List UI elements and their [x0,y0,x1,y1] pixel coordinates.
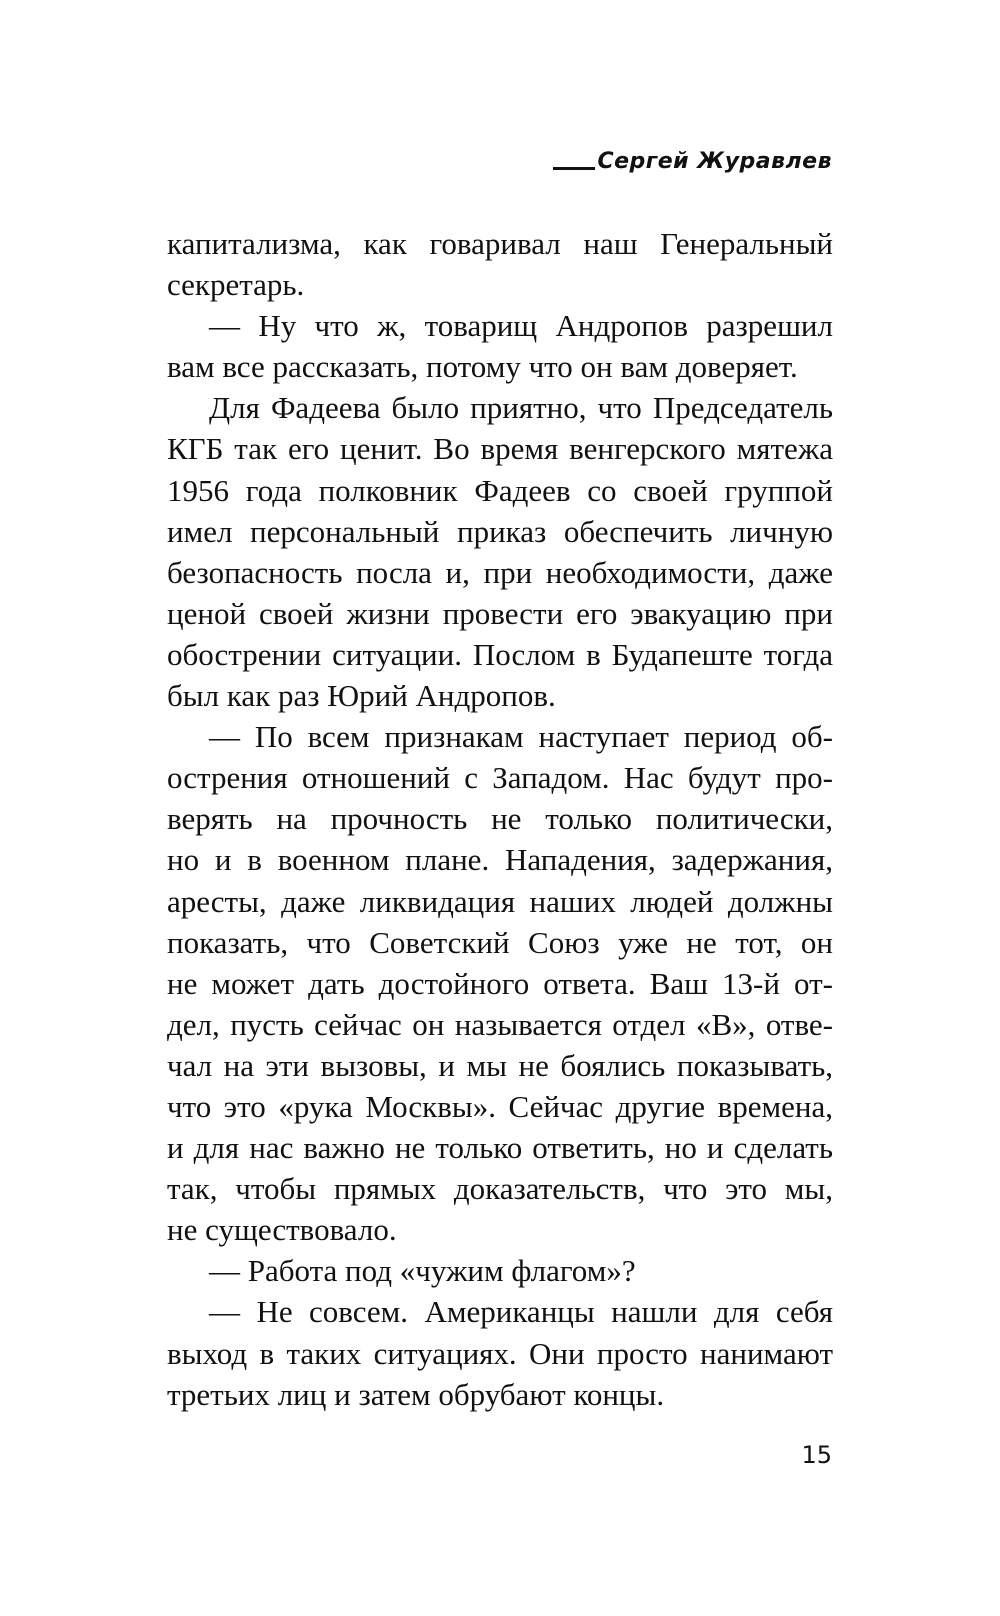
running-head [553,149,832,175]
text-line: и для нас важно не только ответить, но и сделать [167,1130,833,1166]
text-line: что это «рука Москвы». Сейчас другие времена, [167,1088,833,1124]
text-line: имел персональный приказ обеспечить личную [167,513,833,549]
page-number: 15 [801,1441,832,1469]
text-line: 1956 года полковник Фадеев со своей группой [167,472,833,508]
text-line: секретарь. [167,267,305,303]
text-line: не существовало. [167,1212,397,1248]
text-line: показать, что Советский Союз уже не тот, он [167,924,833,960]
text-line: КГБ так его ценит. Во время венгерского мятежа [167,431,833,467]
text-line: вам все рассказать, потому что он вам доверяет. [167,349,798,385]
text-line: аресты, даже ликвидация наших людей должны [167,883,833,919]
text-line: — Не совсем. Американцы нашли для себя [209,1294,833,1330]
text-line: — По всем признакам наступает период об- [209,719,833,755]
text-line: ценой своей жизни провести его эвакуацию при [167,595,833,631]
text-line: — Работа под «чужим флагом»? [209,1253,636,1289]
text-line: верять на прочность не только политически, [167,801,833,837]
text-line: обострении ситуации. Послом в Будапеште тогда [167,636,833,672]
text-line: дел, пусть сейчас он называется отдел «В», отве- [167,1006,833,1042]
body-text [167,223,833,1415]
text-line: выход в таких ситуациях. Они просто нанимают [167,1335,833,1371]
text-line: острения отношений с Западом. Нас будут про- [167,760,833,796]
text-line: третьих лиц и затем обрубают концы. [167,1376,665,1412]
text-line: так, чтобы прямых доказательств, что это мы, [167,1171,833,1207]
text-line: — Ну что ж, товарищ Андропов разрешил [209,308,833,344]
text-line: был как раз Юрий Андропов. [167,678,556,714]
text-line: безопасность посла и, при необходимости, даже [167,554,833,590]
running-head-author: Сергей Журавлев [597,149,832,174]
text-line: чал на эти вызовы, и мы не боялись показывать, [167,1047,833,1083]
running-head-rule [553,167,595,170]
text-line: но и в военном плане. Нападения, задержания, [167,842,833,878]
text-line: не может дать достойного ответа. Ваш 13-й от- [167,965,833,1001]
text-line: капитализма, как говаривал наш Генеральный [167,226,833,261]
text-line: Для Фадеева было приятно, что Председатель [209,390,833,426]
